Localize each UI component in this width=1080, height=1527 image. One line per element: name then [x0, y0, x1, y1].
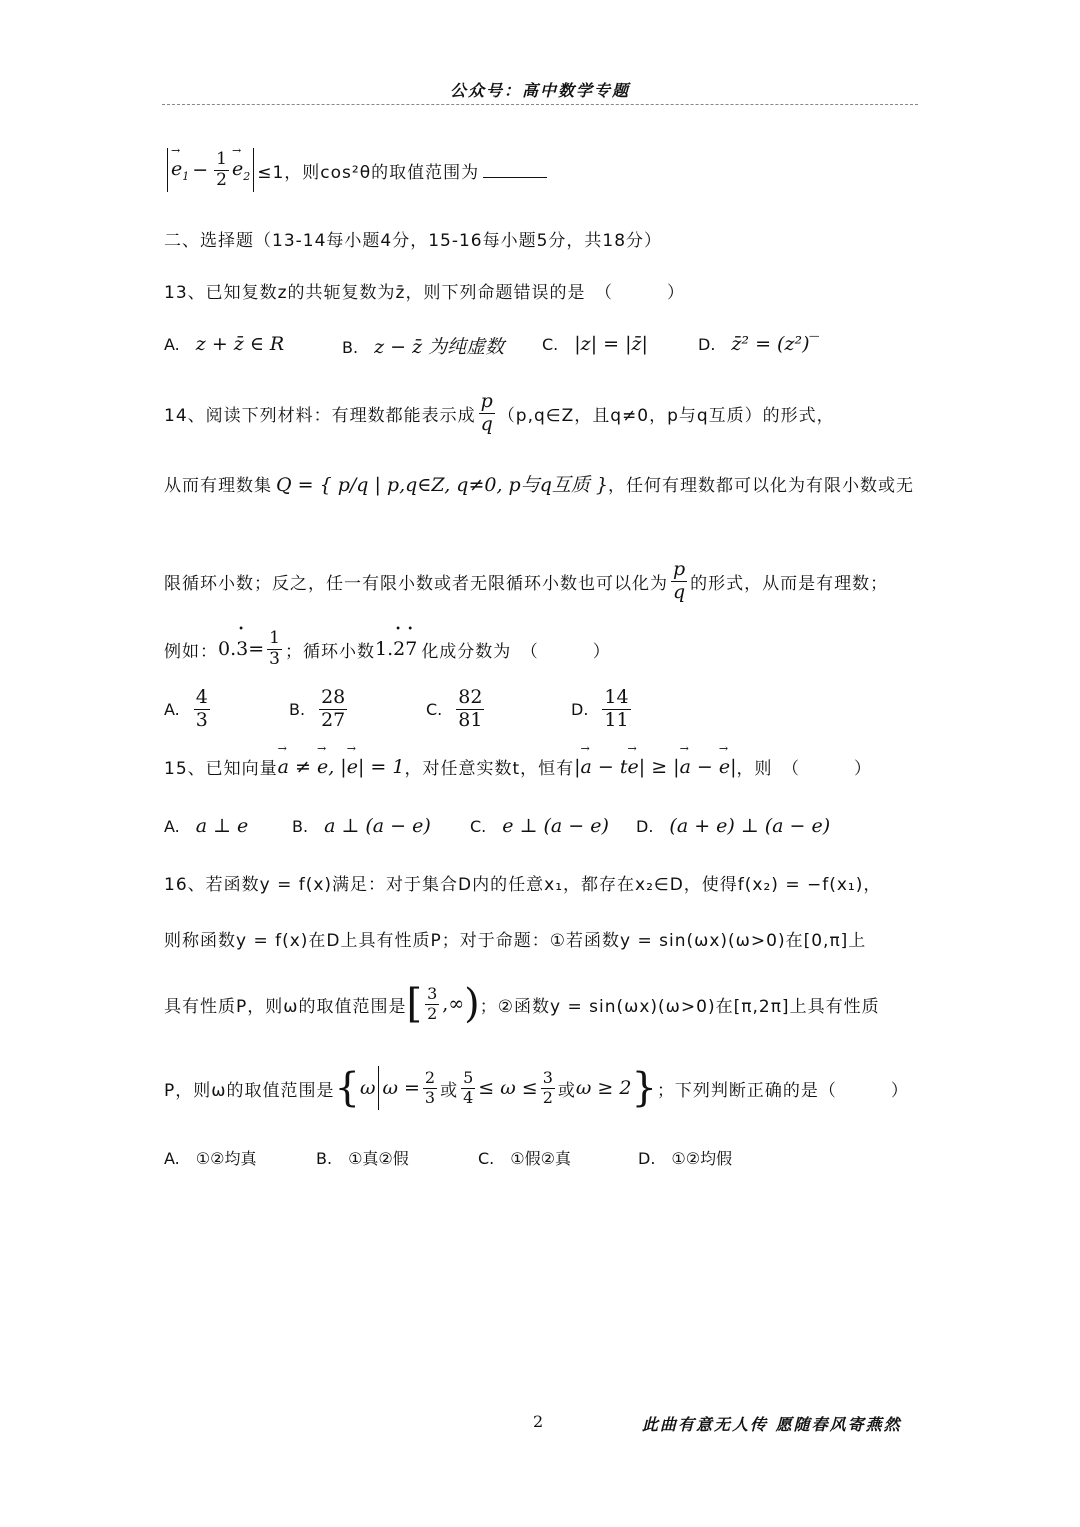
q15-option-d: D. (a + e) ⊥ (a − e) — [636, 815, 831, 837]
q13-option-a: A. z + z̄ ∈ R — [164, 333, 285, 355]
abs-bar-left — [167, 148, 168, 192]
section-title: 二、选择题（13-14每小题4分，15-16每小题5分，共18分） — [164, 231, 663, 251]
q14-option-a: A. $\frac{4}{3}$ — [164, 686, 208, 731]
q15-option-b: B. a ⊥ (a − e) — [292, 815, 431, 837]
q15-option-c: C. e ⊥ (a − e) — [470, 815, 609, 837]
minus-sign: − — [192, 159, 209, 181]
q14-line3: 限循环小数；反之，任一有限小数或者无限循环小数也可以化为 $\frac{p}{q}$ 的形式，从而是有理数； — [164, 558, 889, 603]
q16-option-b: B. ①真②假 — [316, 1149, 409, 1168]
q14-line1: 14、阅读下列材料：有理数都能表示成 $\frac{p}{q}$ （p,q∈Z，且q≠0，p与q互质）的形式， — [164, 390, 835, 435]
page-number: 2 — [533, 1412, 544, 1431]
abs-bar-right — [253, 148, 254, 192]
q16-option-d: D. ①②均假 — [638, 1149, 733, 1168]
vec-e2: → $e_2$ — [232, 158, 250, 183]
header-divider — [162, 104, 918, 105]
q14-line2: 从而有理数集 Q = { p/q | p,q∈Z, q≠0, p与q互质 } ，任何有理数都可以化为有限小数或无 — [164, 470, 914, 497]
q15-stem: 15、已知向量 → a ≠ → e, |→ e| = 1 ，对任意实数t，恒有 |→ a − t→ e| ≥ |→ a − → e| ，则 （ ） — [164, 754, 872, 779]
repeating-decimal-question: 1.• 2• 7 — [375, 638, 417, 660]
q14-option-d: D. $\frac{14}{11}$ — [571, 686, 629, 731]
footer-motto: 此曲有意无人传 愿随春风寄燕然 — [642, 1415, 902, 1434]
q14-line4: 例如： 0.• 3= $\frac{1}{3}$ ；循环小数 1.• 2• 7 化成分数为 （ ） — [164, 630, 611, 669]
q15-option-a: A. a ⊥ e — [164, 815, 249, 837]
q16-line1: 16、若函数y = f(x)满足：对于集合D内的任意x₁，都存在x₂∈D，使得f(x₂) = −f(x₁)， — [164, 875, 882, 895]
q13-option-b: B. z − z̄ 为纯虚数 — [342, 336, 505, 358]
frac-three-halves: $\frac{3}{2}$ — [427, 983, 438, 1023]
frac-one-third: $\frac{1}{3}$ — [269, 628, 280, 669]
frac-p-over-q-2: $\frac{p}{q}$ — [673, 558, 686, 603]
q16-option-c: C. ①假②真 — [478, 1149, 571, 1168]
vec-e1: → $e_1$ — [171, 158, 189, 183]
q12-tail-text: ≤1，则cos²θ的取值范围为 — [257, 162, 480, 183]
q16-option-a: A. ①②均真 — [164, 1149, 257, 1168]
frac-p-over-q: $\frac{p}{q}$ — [480, 390, 493, 435]
q13-stem: 13、已知复数z的共轭复数为z̄，则下列命题错误的是 （ ） — [164, 283, 685, 303]
frac-half: $\frac{1}{2}$ — [216, 148, 227, 190]
vector-condition: → a ≠ → e, |→ e| = 1 — [278, 756, 405, 778]
q14-option-c: C. $\frac{82}{81}$ — [426, 686, 483, 731]
q13-option-d: D. z̄² = (z²)‾ — [698, 333, 819, 355]
answer-blank — [483, 163, 547, 178]
q13-option-c: C. |z| = |z̄| — [542, 333, 648, 355]
q16-line4: P，则ω的取值范围是 { ω ω = $\frac{2}{3}$ 或 $\frac{5}{4}$ ≤ ω ≤ $\frac{3}{2}$ 或 ω ≥ 2 } ；下列判断正确的是（ ） — [164, 1065, 909, 1111]
q16-line2: 则称函数y = f(x)在D上具有性质P；对于命题：①若函数y = sin(ωx)(ω>0)在[0,π]上 — [164, 931, 867, 951]
page-header: 公众号：高中数学专题 — [449, 81, 630, 100]
interval-upper: ,∞ — [442, 993, 465, 1015]
vector-inequality: |→ a − t→ e| ≥ |→ a − → e| — [574, 756, 736, 778]
q12-tail-line — [164, 148, 547, 192]
repeating-decimal-example: 0.• 3= — [218, 638, 264, 660]
q16-line3: 具有性质P，则ω的取值范围是 [ $\frac{3}{2}$ ,∞ ) ；②函数y = sin(ωx)(ω>0)在[π,2π]上具有性质 — [164, 981, 880, 1027]
q14-option-b: B. $\frac{28}{27}$ — [289, 686, 346, 731]
rational-set: Q = { p/q | p,q∈Z, q≠0, p与q互质 } — [276, 474, 608, 496]
